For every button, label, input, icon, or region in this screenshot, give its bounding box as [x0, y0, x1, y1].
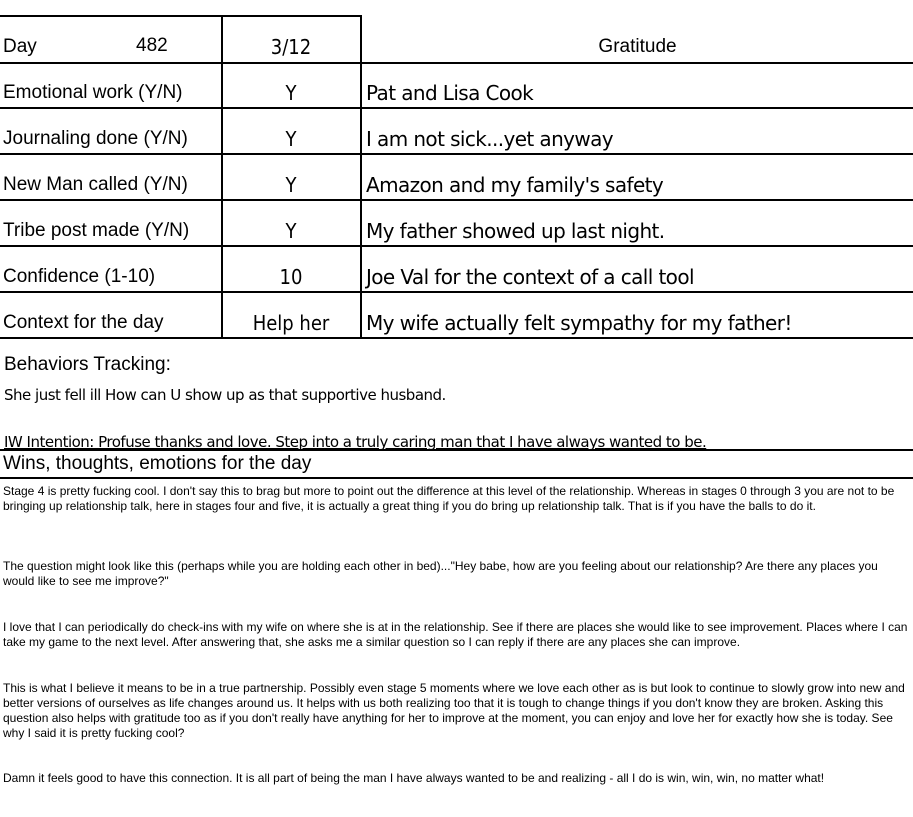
row-value-context: Help her [252, 311, 330, 335]
wins-bottom-border [0, 477, 913, 479]
table-row-line [0, 62, 913, 64]
table-row-line [0, 291, 913, 293]
wins-title: Wins, thoughts, emotions for the day [3, 453, 312, 474]
table-top-border [0, 15, 361, 17]
intention-text: IW Intention: Profuse thanks and love. Step into a truly caring man that I have always wanted to be. [4, 433, 707, 449]
row-label-journaling: Journaling done (Y/N) [3, 128, 188, 149]
wins-top-border [0, 449, 913, 451]
gratitude-item: My father showed up last night. [366, 219, 665, 243]
wins-paragraph: Damn it feels good to have this connection. It is all part of being the man I have always wanted to be and realizing - all I do is win, win, win, no matter what! [3, 771, 825, 785]
row-value-journaling: Y [285, 127, 297, 151]
gratitude-heading: Gratitude [598, 36, 677, 57]
table-row-line [0, 153, 913, 155]
day-label: Day [3, 36, 37, 57]
table-bottom-border [0, 337, 913, 339]
gratitude-item: Pat and Lisa Cook [366, 81, 534, 105]
table-row-line [0, 199, 913, 201]
gratitude-item: Amazon and my family's safety [366, 173, 664, 197]
intention-clip [0, 430, 913, 449]
gratitude-item: My wife actually felt sympathy for my father! [366, 311, 792, 335]
row-label-new-man-called: New Man called (Y/N) [3, 174, 188, 195]
row-value-emotional-work: Y [285, 81, 297, 105]
table-row-line [0, 245, 913, 247]
table-row-line [0, 107, 913, 109]
row-label-confidence: Confidence (1-10) [3, 266, 156, 287]
row-value-new-man-called: Y [285, 173, 297, 197]
behaviors-note: She just fell ill How can U show up as that supportive husband. [4, 386, 446, 404]
wins-paragraph: The question might look like this (perhaps while you are holding each other in bed)..."Hey babe, how are you feeling about our relationship? Are there any places you would like to see me improve?" [3, 559, 878, 588]
wins-paragraph: Stage 4 is pretty fucking cool. I don't say this to brag but more to point out the difference at this level of the relationship. Whereas in stages 0 through 3 you are not to be bringing up relationship talk, here in stages four and five, it is actually a great thing if you do bring up relationship talk. That is if you have the balls to do it. [3, 484, 895, 513]
row-label-tribe-post: Tribe post made (Y/N) [3, 220, 190, 241]
gratitude-item: I am not sick...yet anyway [366, 127, 614, 151]
gratitude-item: Joe Val for the context of a call tool [366, 265, 694, 289]
row-label-context: Context for the day [3, 312, 164, 333]
row-value-confidence: 10 [279, 265, 303, 289]
row-label-emotional-work: Emotional work (Y/N) [3, 82, 183, 103]
day-number: 482 [136, 35, 168, 56]
wins-paragraph: I love that I can periodically do check-ins with my wife on where she is at in the relationship. See if there are places she would like to see improvement. Places where I can take my game to the next level. After answering that, she asks me a similar question so I can reply if there are any places she can improve. [3, 620, 908, 649]
row-value-tribe-post: Y [285, 219, 297, 243]
wins-paragraph: This is what I believe it means to be in a true partnership. Possibly even stage 5 moments where we love each other as is but look to continue to slowly grow into new and better versions of ourselves as life changes around us. It helps with us both realizing too that it is tough to change things if you don't know they are broken. Asking this question also helps with gratitude too as if you don't really have anything for her to improve at the moment, you can enjoy and love her for exactly how she is today. See why I said it is pretty fucking cool? [3, 681, 905, 740]
behaviors-tracking-title: Behaviors Tracking: [4, 354, 171, 375]
entry-date: 3/12 [270, 35, 312, 59]
